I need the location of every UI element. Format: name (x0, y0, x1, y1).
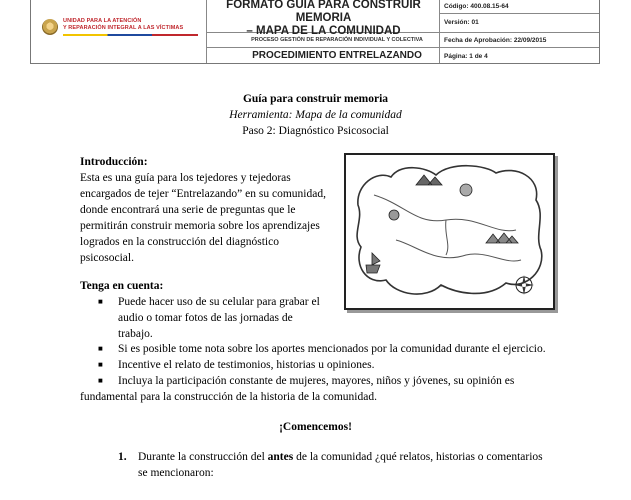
document-code: Código: 400.08.15-64 (444, 3, 509, 10)
procedure-name: PROCEDIMIENTO ENTRELAZANDO (252, 50, 422, 61)
coat-of-arms-logo (42, 19, 58, 35)
start-heading: ¡Comencemos! (279, 421, 352, 433)
bullet-square-icon: ■ (98, 360, 103, 369)
tool-name: Herramienta: Mapa de la comunidad (229, 109, 402, 121)
introduction-title: Introducción: (80, 156, 148, 168)
bullet-square-icon: ■ (98, 344, 103, 353)
step-name: Paso 2: Diagnóstico Psicosocial (242, 125, 389, 137)
note-item-2: Si es posible tome nota sobre los aportes mencionados por la comunidad durante el ejercicio. (118, 343, 546, 355)
form-title: FORMATO GUÍA PARA CONSTRUIR MEMORIA – MAPA DE LA COMUNIDAD (226, 0, 421, 37)
document-version: Versión: 01 (444, 19, 479, 26)
bullet-square-icon: ■ (98, 297, 103, 306)
question-1-number: 1. (118, 451, 127, 463)
note-item-1: Puede hacer uso de su celular para grabar el audio o tomar fotos de las jornadas de trabajo. (118, 296, 320, 340)
note-item-3: Incentive el relato de testimonios, historias u opiniones. (118, 359, 375, 371)
bullet-square-icon: ■ (98, 376, 103, 385)
map-island-outline (357, 166, 542, 294)
approval-date: Fecha de Aprobación: 22/09/2015 (444, 37, 547, 44)
note-title: Tenga en cuenta: (80, 280, 164, 292)
process-name: PROCESO GESTIÓN DE REPARACIÓN INDIVIDUAL Y COLECTIVA (251, 37, 423, 43)
question-1-text: Durante la construcción del antes de la comunidad ¿qué relatos, historias o comentarios se mencionaron: (138, 451, 543, 479)
agency-logo-text: UNIDAD PARA LA ATENCIÓN Y REPARACIÓN INTEGRAL A LAS VÍCTIMAS (63, 18, 184, 31)
note-item-4: Incluya la participación constante de mujeres, mayores, niños y jóvenes, su opinión es fundamental para la construcción de la historia de la comunidad. (80, 375, 515, 403)
community-map-illustration (344, 153, 555, 310)
guide-heading: Guía para construir memoria (242, 93, 389, 105)
logo-color-strip (63, 34, 198, 36)
introduction-paragraph: Esta es una guía para los tejedores y tejedoras encargados de tejer “Entrelazando” en su comunidad, donde encontrará una serie de preguntas que le permitirán construir memoria sobre los aprendizajes logrados en la construcción del diagnóstico psicosocial. (80, 172, 326, 264)
page-number: Página: 1 de 4 (444, 53, 488, 60)
